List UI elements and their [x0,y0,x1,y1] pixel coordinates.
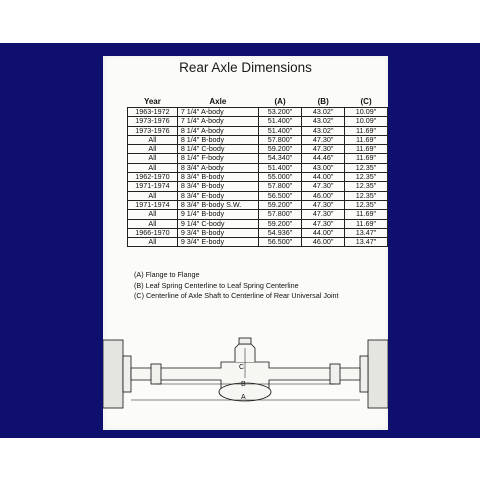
cell-axle: 9 3/4" E-body [177,238,258,247]
cell-c: 11.69" [345,126,388,135]
cell-a: 59.200" [258,145,301,154]
header-a: (A) [274,96,286,106]
header-c: (C) [360,96,372,106]
cell-c: 13.47" [345,228,388,237]
cell-axle: 8 3/4" A-body [177,163,258,172]
cell-c: 11.69" [345,135,388,144]
cell-a: 56.500" [258,191,301,200]
cell-axle: 8 1/4" C-body [177,145,258,154]
cell-a: 57.800" [258,135,301,144]
cell-c: 11.69" [345,219,388,228]
document-sheet [103,56,388,430]
cell-a: 54.936" [258,228,301,237]
cell-b: 46.00" [302,238,345,247]
label-c: C [239,364,245,371]
note-a: (A) Flange to Flange [134,270,200,279]
cell-b: 47.30" [302,135,345,144]
cell-b: 46.00" [302,191,345,200]
cell-year: All [128,163,178,172]
cell-a: 53.200" [258,108,301,117]
right-wheel [368,340,388,408]
cell-b: 43.02" [302,108,345,117]
cell-b: 47.30" [302,145,345,154]
cell-c: 12.35" [345,200,388,209]
left-brake-drum [123,356,131,392]
cell-b: 43.00" [302,163,345,172]
cell-a: 54.340" [258,154,301,163]
cell-a: 51.400" [258,126,301,135]
cell-b: 47.30" [302,182,345,191]
cell-a: 51.400" [258,163,301,172]
cell-year: 1962-1970 [128,173,178,182]
cell-axle: 7 1/4" A-body [177,108,258,117]
axle-diagram [103,56,388,430]
cell-c: 12.35" [345,182,388,191]
cell-a: 57.800" [258,182,301,191]
cell-c: 12.35" [345,173,388,182]
cell-a: 51.400" [258,117,301,126]
cell-year: 1971-1974 [128,200,178,209]
cell-b: 44.00" [302,228,345,237]
cell-year: All [128,238,178,247]
cell-axle: 8 3/4" B-body [177,173,258,182]
left-spring-pad [151,364,161,384]
cell-axle: 7 1/4" A-body [177,117,258,126]
note-b: (B) Leaf Spring Centerline to Leaf Spring Centerline [134,280,299,290]
cell-a: 59.200" [258,200,301,209]
cell-a: 56.500" [258,238,301,247]
cell-year: All [128,154,178,163]
cell-year: All [128,210,178,219]
right-brake-drum [360,356,368,392]
cell-year: All [128,219,178,228]
cell-c: 12.35" [345,191,388,200]
cell-a: 57.800" [258,210,301,219]
cell-a: 55.000" [258,173,301,182]
cell-b: 47.30" [302,210,345,219]
left-wheel [103,340,123,408]
cell-year: All [128,135,178,144]
header-axle: Axle [209,96,227,106]
cell-axle: 9 1/4" B-body [177,210,258,219]
cell-year: 1963-1972 [128,108,178,117]
cell-c: 11.69" [345,210,388,219]
universal-joint [239,338,251,344]
cell-year: 1966-1970 [128,228,178,237]
cell-year: 1971-1974 [128,182,178,191]
cell-c: 10.09" [345,117,388,126]
cell-axle: 9 3/4" B-body [177,228,258,237]
cell-axle: 9 1/4" C-body [177,219,258,228]
cell-axle: 8 1/4" F-body [177,154,258,163]
cell-axle: 8 3/4" E-body [177,191,258,200]
cell-b: 44.00" [302,173,345,182]
cell-c: 10.09" [345,108,388,117]
cell-axle: 8 1/4" A-body [177,126,258,135]
cell-year: All [128,191,178,200]
cell-c: 11.69" [345,154,388,163]
cell-b: 43.02" [302,126,345,135]
header-b: (B) [317,96,329,106]
cell-axle: 8 1/4" B-body [177,135,258,144]
cell-axle: 8 3/4" B-body S.W. [177,200,258,209]
cell-year: All [128,145,178,154]
right-spring-pad [330,364,340,384]
cell-year: 1973-1976 [128,126,178,135]
label-a: A [241,394,246,401]
cell-b: 47.30" [302,200,345,209]
cell-b: 43.02" [302,117,345,126]
label-b: B [241,381,246,388]
cell-year: 1973-1976 [128,117,178,126]
page-title: Rear Axle Dimensions [179,60,312,75]
header-year: Year [143,96,161,106]
cell-b: 44.46" [302,154,345,163]
cell-axle: 8 3/4" B-body [177,182,258,191]
cell-c: 13.47" [345,238,388,247]
cell-a: 59.200" [258,219,301,228]
note-c: (C) Centerline of Axle Shaft to Centerline of Rear Universal Joint [134,291,339,300]
cell-c: 12.35" [345,163,388,172]
cell-b: 47.30" [302,219,345,228]
cell-c: 11.69" [345,145,388,154]
